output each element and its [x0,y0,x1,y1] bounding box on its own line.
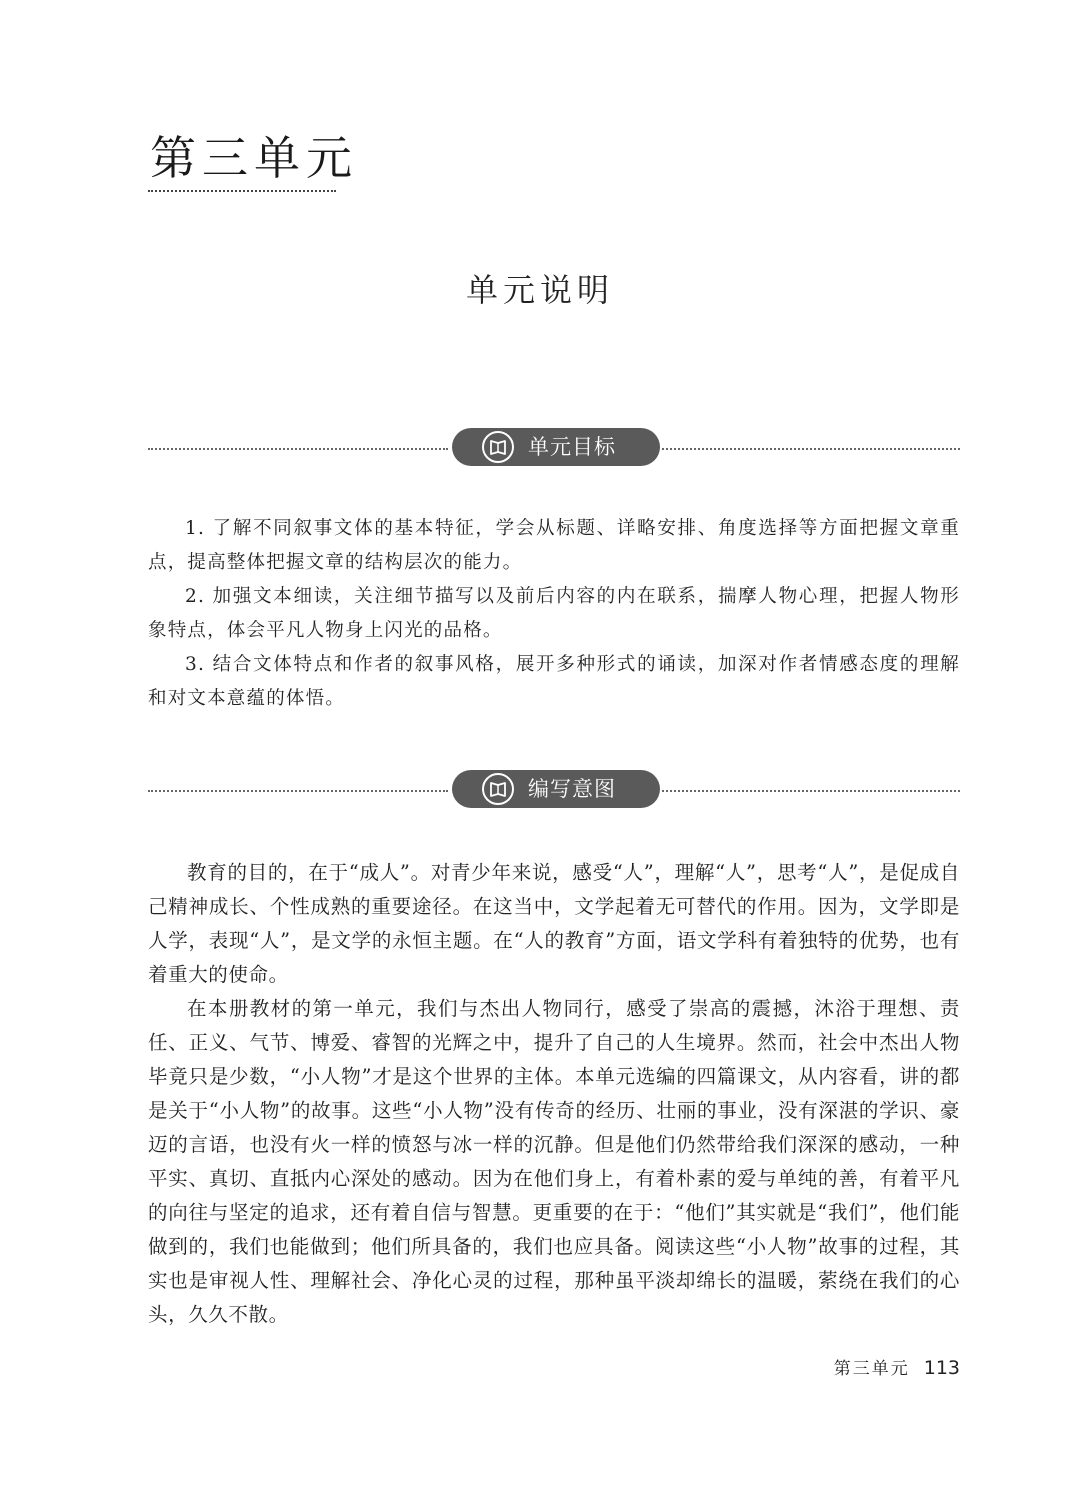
unit-title: 第三单元 [150,131,358,185]
page-number: 113 [923,1357,960,1379]
banner-dotted-line-right [662,790,960,792]
banner-dotted-line-left [148,448,448,450]
intent-banner-pill [452,770,660,808]
intent-paragraph-2: 在本册教材的第一单元，我们与杰出人物同行，感受了崇高的震撼，沐浴于理想、责任、正义、气节、博爱、睿智的光辉之中，提升了自己的人生境界。然而，社会中杰出人物毕竟只是少数，“小人物”才是这个世界的主体。本单元选编的四篇课文，从内容看，讲的都是关于“小人物”的故事。这些“小人物”没有传奇的经历、壮丽的事业，没有深湛的学识、豪迈的言语，也没有火一样的愤怒与冰一样的沉静。但是他们仍然带给我们深深的感动，一种平实、真切、直抵内心深处的感动。因为在他们身上，有着朴素的爱与单纯的善，有着平凡的向往与坚定的追求，还有着自信与智慧。更重要的在于：“他们”其实就是“我们”，他们能做到的，我们也能做到；他们所具备的，我们也应具备。阅读这些“小人物”故事的过程，其实也是审视人性、理解社会、净化心灵的过程，那种虽平淡却绵长的温暖，萦绕在我们的心头，久久不散。 [148,997,960,1326]
goal-item-3: 3. 结合文体特点和作者的叙事风格，展开多种形式的诵读，加深对作者情感态度的理解和对文本意蕴的体悟。 [148,654,960,709]
goals-banner [148,428,960,468]
goals-list [148,512,960,716]
page-footer [834,1354,960,1379]
intent-banner [148,770,960,810]
goal-item-2: 2. 加强文本细读，关注细节描写以及前后内容的内在联系，揣摩人物心理，把握人物形象特点，体会平凡人物身上闪光的品格。 [148,586,960,641]
banner-dotted-line-right [662,448,960,450]
intent-banner-label: 编写意图 [528,777,616,801]
banner-dotted-line-left [148,790,448,792]
book-icon [480,771,516,807]
book-icon [480,429,516,465]
intent-text [148,856,960,1332]
unit-title-underline [148,190,336,192]
footer-unit-name: 第三单元 [833,1359,910,1379]
goals-banner-pill [452,428,660,466]
goals-banner-label: 单元目标 [528,435,616,459]
section-heading: 单元说明 [465,271,614,309]
intent-paragraph-1: 教育的目的，在于“成人”。对青少年来说，感受“人”，理解“人”，思考“人”，是促成自己精神成长、个性成熟的重要途径。在这当中，文学起着无可替代的作用。因为，文学即是人学，表现“人”，是文学的永恒主题。在“人的教育”方面，语文学科有着独特的优势，也有着重大的使命。 [148,861,960,986]
goal-item-1: 1. 了解不同叙事文体的基本特征，学会从标题、详略安排、角度选择等方面把握文章重点，提高整体把握文章的结构层次的能力。 [148,518,960,573]
